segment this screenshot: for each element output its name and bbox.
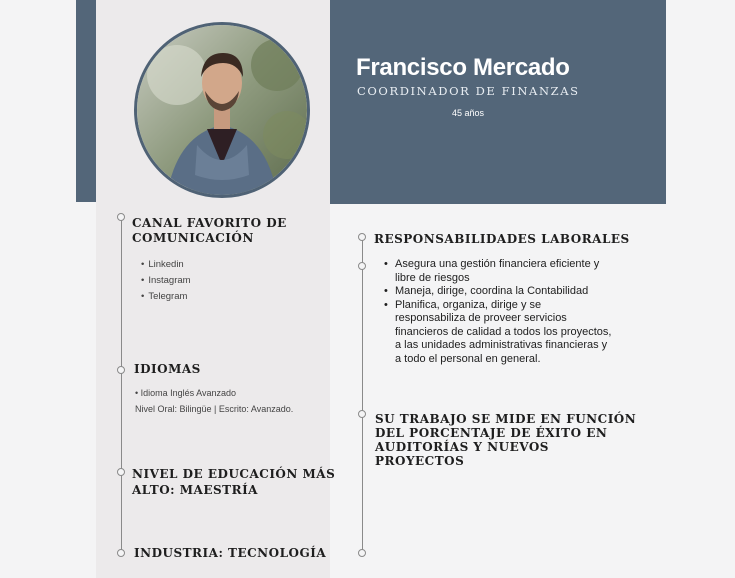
timeline-dot — [358, 549, 366, 557]
left-accent-stripe — [76, 0, 96, 202]
left-timeline-line — [121, 220, 122, 554]
responsabilidades-heading: RESPONSABILIDADES LABORALES — [374, 232, 630, 246]
profile-role: COORDINADOR DE FINANZAS — [357, 84, 580, 98]
timeline-dot — [358, 262, 366, 270]
list-item: • Telegram — [141, 289, 191, 305]
canal-heading-line1: CANAL FAVORITO DE — [132, 216, 287, 230]
idiomas-heading: IDIOMAS — [134, 362, 201, 376]
educacion-heading-line1: NIVEL DE EDUCACIÓN MÁS — [132, 467, 336, 481]
timeline-dot — [358, 410, 366, 418]
avatar-photo — [137, 25, 307, 195]
timeline-dot — [358, 233, 366, 241]
medicion-heading-line2: DEL PORCENTAJE DE ÉXITO EN — [375, 426, 608, 440]
list-item: • Linkedin — [141, 257, 191, 273]
idiomas-line2: Nivel Oral: Bilingüe | Escrito: Avanzado. — [135, 404, 294, 414]
list-item: • Maneja, dirige, coordina la Contabilidad — [378, 285, 614, 299]
header-banner — [330, 0, 666, 204]
medicion-heading-line1: SU TRABAJO SE MIDE EN FUNCIÓN — [375, 412, 637, 426]
industria-heading: INDUSTRIA: TECNOLOGÍA — [134, 546, 327, 560]
timeline-dot — [117, 549, 125, 557]
list-item: • Asegura una gestión financiera eficiente y libre de riesgos — [378, 258, 614, 285]
educacion-heading-line2: ALTO: MAESTRÍA — [132, 483, 258, 497]
right-timeline-line — [362, 238, 363, 554]
canal-heading-line2: COMUNICACIÓN — [132, 231, 254, 245]
medicion-heading-line4: PROYECTOS — [375, 454, 465, 468]
profile-age: 45 años — [452, 108, 485, 118]
timeline-dot — [117, 213, 125, 221]
avatar — [134, 22, 310, 198]
list-item: • Instagram — [141, 273, 191, 289]
canal-list — [141, 257, 191, 305]
timeline-dot — [117, 366, 125, 374]
profile-name: Francisco Mercado — [356, 54, 570, 81]
timeline-dot — [117, 468, 125, 476]
responsabilidades-list — [378, 258, 614, 366]
list-item: • Planifica, organiza, dirige y se responsabiliza de proveer servicios financieros de calidad a todos los proyectos, a las unidades administrativas financieras y a todo el personal en general. — [378, 299, 614, 367]
medicion-heading-line3: AUDITORÍAS Y NUEVOS — [375, 440, 549, 454]
idiomas-line1: • Idioma Inglés Avanzado — [135, 388, 237, 398]
